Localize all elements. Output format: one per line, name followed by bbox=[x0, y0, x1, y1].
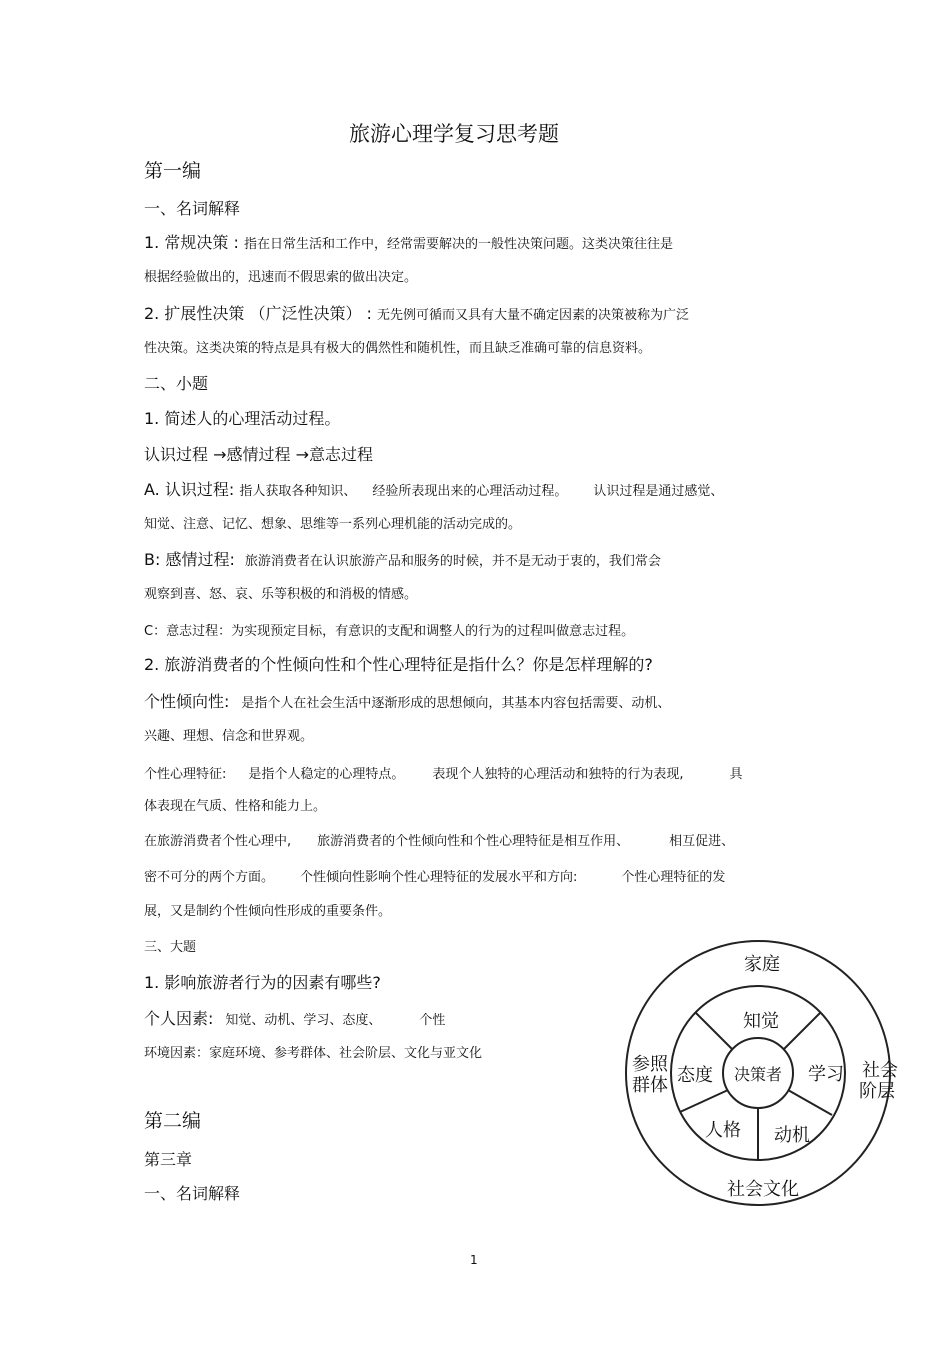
part-heading-1: 第一编 bbox=[144, 160, 202, 182]
answer-c: C：意志过程：为实现预定目标，有意识的支配和调整人的行为的过程叫做意志过程。 bbox=[144, 624, 635, 639]
question: 1. 简述人的心理活动过程。 bbox=[144, 409, 341, 428]
diagram-outer-label: 社会 bbox=[862, 1060, 898, 1081]
text-run: 个性心理特征的发 bbox=[621, 870, 726, 885]
factor-text: 个性 bbox=[419, 1013, 446, 1028]
term-text: 具 bbox=[729, 767, 743, 782]
section-heading: 一、名词解释 bbox=[144, 1184, 241, 1203]
question: 2. 旅游消费者的个性倾向性和个性心理特征是指什么？你是怎样理解的? bbox=[144, 655, 653, 674]
definition-2-cont: 性决策。这类决策的特点是具有极大的偶然性和随机性，而且缺乏准确可靠的信息资料。 bbox=[144, 341, 652, 356]
definition-text: 指在日常生活和工作中，经常需要解决的一般性决策问题。这类决策往往是 bbox=[243, 237, 673, 252]
term-label: 个性倾向性: bbox=[144, 692, 230, 711]
definition-label: 2. 扩展性决策 （广泛性决策） : bbox=[144, 304, 372, 323]
diagram-center-label: 决策者 bbox=[733, 1065, 783, 1084]
answer-a-cont: 知觉、注意、记忆、想象、思维等一系列心理机能的活动完成的。 bbox=[144, 517, 522, 532]
definition-1-cont: 根据经验做出的，迅速而不假思索的做出决定。 bbox=[144, 270, 418, 285]
definition-2 bbox=[144, 304, 689, 324]
diagram-inner-label: 学习 bbox=[808, 1064, 844, 1085]
diagram-inner-label: 态度 bbox=[677, 1065, 713, 1086]
answer-label: B: 感情过程: bbox=[144, 550, 235, 569]
section-heading: 三、大题 bbox=[144, 940, 197, 955]
factor-label: 个人因素: bbox=[144, 1009, 214, 1028]
term-text: 表现个人独特的心理活动和独特的行为表现, bbox=[432, 767, 684, 782]
process-flow: 认识过程 →感情过程 →意志过程 bbox=[144, 445, 373, 464]
definition-1 bbox=[144, 233, 673, 253]
diagram-inner-label: 知觉 bbox=[743, 1011, 779, 1032]
paragraph-cont: 兴趣、理想、信念和世界观。 bbox=[144, 729, 314, 744]
influence-factors-diagram bbox=[620, 940, 910, 1215]
answer-text: 经验所表现出来的心理活动过程。 bbox=[372, 484, 568, 499]
definition-label: 1. 常规决策 : bbox=[144, 233, 239, 252]
paragraph-relation-cont bbox=[144, 870, 725, 886]
answer-b bbox=[144, 550, 661, 570]
answer-text: 旅游消费者在认识旅游产品和服务的时候，并不是无动于衷的，我们常会 bbox=[244, 554, 661, 569]
text-run: 个性倾向性影响个性心理特征的发展水平和方向: bbox=[300, 870, 578, 885]
paragraph-personality-traits bbox=[144, 763, 743, 783]
text-run: 密不可分的两个方面。 bbox=[144, 870, 275, 885]
term-text: 是指个人在社会生活中逐渐形成的思想倾向，其基本内容包括需要、动机、 bbox=[241, 696, 671, 711]
page-title: 旅游心理学复习思考题 bbox=[349, 122, 559, 146]
text-run: 旅游消费者的个性倾向性和个性心理特征是相互作用、 bbox=[317, 834, 630, 849]
paragraph-relation-cont: 展，又是制约个性倾向性形成的重要条件。 bbox=[144, 904, 392, 919]
definition-text: 无先例可循而又具有大量不确定因素的决策被称为广泛 bbox=[377, 308, 690, 323]
diagram-outer-label: 家庭 bbox=[744, 954, 780, 975]
factor-text: 知觉、动机、学习、态度、 bbox=[225, 1013, 382, 1028]
diagram-outer-label: 阶层 bbox=[859, 1081, 895, 1102]
diagram-outer-label: 群体 bbox=[632, 1075, 668, 1096]
factor-environment: 环境因素：家庭环境、参考群体、社会阶层、文化与亚文化 bbox=[144, 1046, 483, 1061]
section-heading: 一、名词解释 bbox=[144, 199, 241, 218]
diagram-outer-label: 社会文化 bbox=[727, 1179, 799, 1200]
text-run: 相互促进、 bbox=[669, 834, 735, 849]
chapter-heading: 第三章 bbox=[144, 1150, 193, 1169]
diagram-inner-label: 动机 bbox=[774, 1125, 810, 1146]
factor-personal bbox=[144, 1009, 445, 1029]
answer-b-cont: 观察到喜、怒、哀、乐等积极的和消极的情感。 bbox=[144, 587, 418, 602]
term-text: 是指个人稳定的心理特点。 bbox=[248, 767, 405, 782]
paragraph-relation bbox=[144, 834, 734, 850]
part-heading-2: 第二编 bbox=[144, 1110, 202, 1132]
answer-text: 指人获取各种知识、 bbox=[239, 484, 357, 499]
answer-label: A. 认识过程: bbox=[144, 480, 235, 499]
text-run: 在旅游消费者个性心理中, bbox=[144, 834, 292, 849]
section-heading: 二、小题 bbox=[144, 374, 209, 393]
answer-text: 认识过程是通过感觉、 bbox=[593, 484, 724, 499]
paragraph-cont: 体表现在气质、性格和能力上。 bbox=[144, 799, 327, 814]
page-number: 1 bbox=[470, 1253, 478, 1267]
question: 1. 影响旅游者行为的因素有哪些? bbox=[144, 973, 381, 992]
answer-a bbox=[144, 480, 723, 500]
diagram-inner-label: 人格 bbox=[705, 1120, 741, 1141]
term-label: 个性心理特征: bbox=[144, 767, 227, 782]
paragraph-personality-tendency bbox=[144, 692, 670, 712]
diagram-outer-label: 参照 bbox=[632, 1054, 668, 1075]
